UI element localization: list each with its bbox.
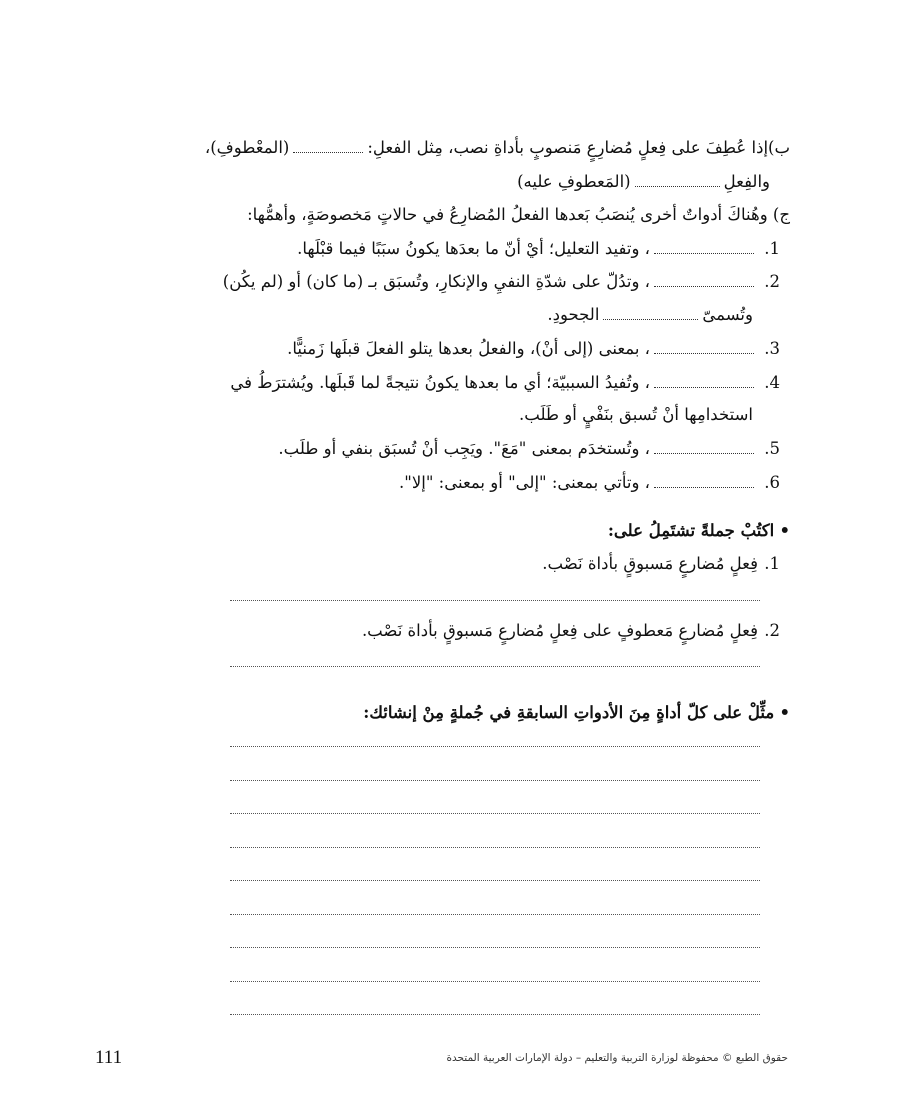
answer-line[interactable] [230, 813, 760, 814]
list-item-5: 5.، وتُستخدَم بمعنى "مَعَ". ويَجِب أنْ تُسبَق بنفي أو طلَب. [278, 439, 780, 458]
blank-line [603, 307, 698, 320]
blank-line [654, 475, 754, 488]
blank-line [654, 441, 754, 454]
bullet-icon: • [779, 703, 790, 722]
list-item-4: 4.، وتُفيدُ السببيّة؛ أي ما بعدها يكونُ نتيجةً لما قَبلَها. ويُشترَطُ في [230, 373, 780, 392]
blank-line [293, 140, 363, 153]
answer-line[interactable] [230, 666, 760, 667]
answer-line[interactable] [230, 947, 760, 948]
answer-line[interactable] [230, 1014, 760, 1015]
answer-line[interactable] [230, 780, 760, 781]
line-b-2: والفِعلِ(المَعطوفِ عليه) [517, 172, 770, 191]
answer-line[interactable] [230, 847, 760, 848]
list-item-1: 1.، وتفيد التعليل؛ أيْ أنّ ما بعدَها يكونُ سبَبًا فيما قبْلَها. [297, 239, 780, 258]
line-b: ب)إذا عُطِفَ على فِعلٍ مُضارِعٍ مَنصوبٍ بأداةِ نصب، مِثل الفعلِ:(المعْطوفِ)، [204, 138, 790, 157]
answer-line[interactable] [230, 746, 760, 747]
exercise1-heading: • اكتُبْ جملةً تشتَمِلُ على: [607, 521, 790, 540]
bullet-icon: • [779, 521, 790, 540]
exercise2-heading: • مثِّلْ على كلّ أداةٍ مِنَ الأدواتِ السابقةِ في جُملةٍ مِنْ إنشائك: [363, 703, 790, 722]
list-item-2-cont: وتُسمىّالجحودِ. [547, 305, 753, 324]
blank-line [654, 341, 754, 354]
line-c: ج) وهُناكَ أدواتٌ أخرى يُنصَبُ بَعدها الفعلُ المُضارِعُ في حالاتٍ مَخصوصَةٍ، وأهمُّها: [247, 205, 790, 224]
exercise1-q2: 2.فِعلٍ مُضارعٍ مَعطوفٍ على فِعلٍ مُضارعٍ مَسبوقٍ بأداة نَصْب. [361, 621, 780, 640]
blank-line [654, 274, 754, 287]
answer-line[interactable] [230, 880, 760, 881]
answer-line[interactable] [230, 600, 760, 601]
blank-line [654, 375, 754, 388]
exercise1-q1: 1.فِعلٍ مُضارعٍ مَسبوقٍ بأداة نَصْب. [542, 554, 780, 573]
list-item-4-cont: استخدامِها أنْ تُسبق بنَفْيٍ أو طَلَب. [519, 405, 753, 424]
blank-line [654, 241, 754, 254]
list-item-2: 2.، وتدُلّ على شدّةِ النفيِ والإنكارِ، وتُسبَق بـ (ما كان) أو (لم يكُن) [222, 272, 780, 291]
page-number: 111 [95, 1047, 123, 1068]
blank-line [635, 174, 720, 187]
list-item-6: 6.، وتأتي بمعنى: "إلى" أو بمعنى: "إلا". [398, 473, 780, 492]
answer-line[interactable] [230, 981, 760, 982]
answer-line[interactable] [230, 914, 760, 915]
list-item-3: 3.، بمعنى (إلى أنْ)، والفعلُ بعدها يتلو الفعلَ قبلَها زَمنيًّا. [287, 339, 780, 358]
copyright-notice: حقوق الطبع © محفوظة لوزارة التربية والتعليم – دولة الإمارات العربية المتحدة [446, 1052, 788, 1064]
